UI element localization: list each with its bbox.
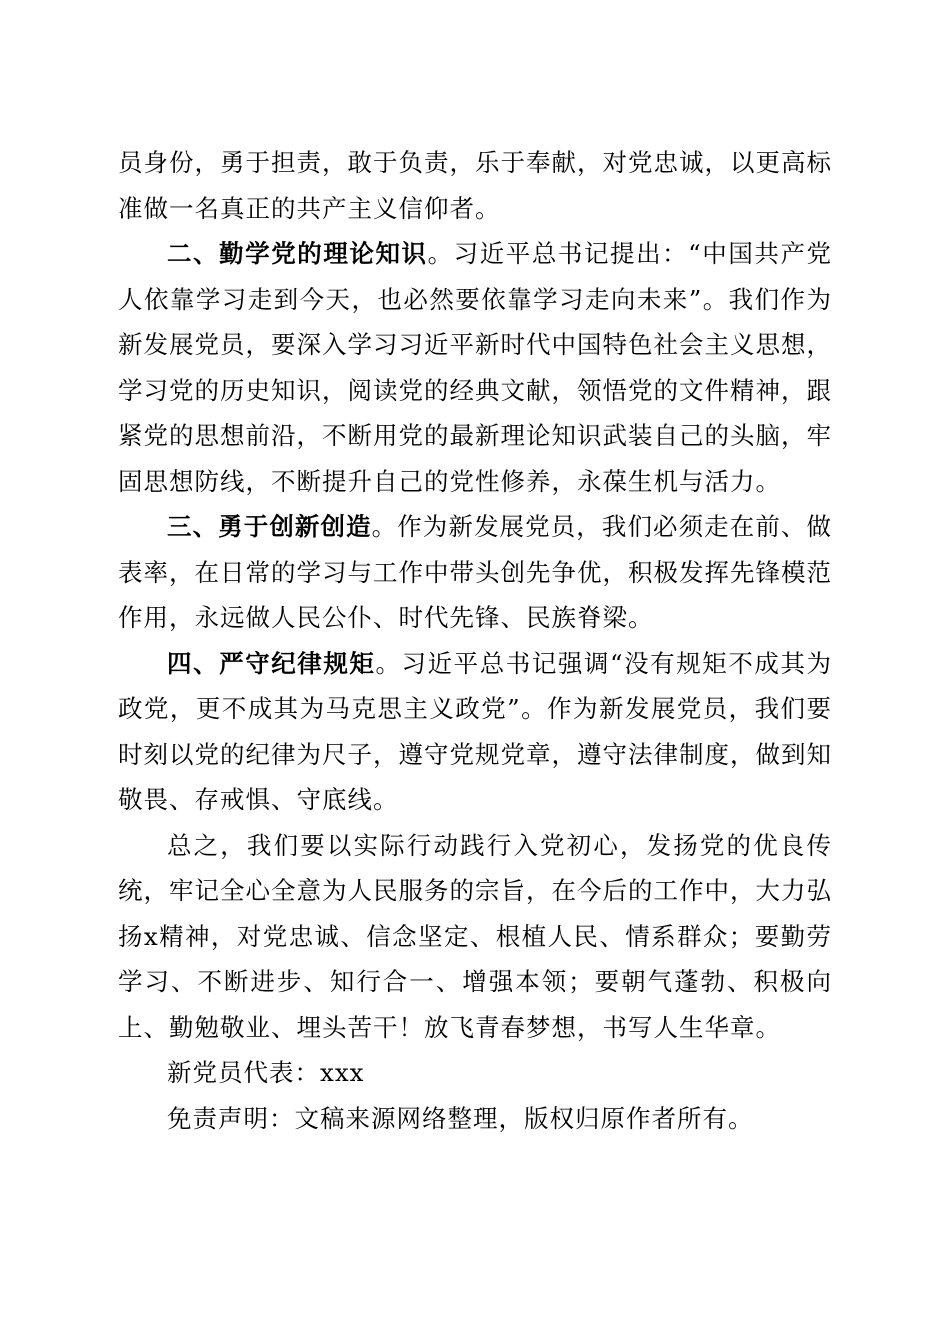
paragraph-text: 。习近平总书记提出：“中国共产党人依靠学习走到今天，也必然要依靠学习走向未来”。我们作为新发展党员，要深入学习习近平新时代中国特色社会主义思想，学习党的历史知识，阅读党的经典文献，领悟党的文件精神，跟紧党的思想前沿，不断用党的最新理论知识武装自己的头脑，牢固思想防线，不断提升自己的党性修养，永葆生机与活力。 <box>118 239 832 496</box>
disclaimer-text: 免责声明：文稿来源网络整理，版权归原作者所有。 <box>167 1103 754 1133</box>
paragraph-study-theory <box>118 231 832 504</box>
paragraph-conclusion <box>118 823 832 1051</box>
document-body <box>118 140 832 1141</box>
disclaimer-line <box>118 1096 832 1142</box>
section-heading-study-theory: 二、勤学党的理论知识 <box>167 239 428 268</box>
paragraph-text: 。作为新发展党员，我们必须走在前、做表率，在日常的学习与工作中带头创先争优，积极发挥先锋模范作用，永远做人民公仆、时代先锋、民族脊梁。 <box>118 512 832 632</box>
paragraph-text: 员身份，勇于担责，敢于负责，乐于奉献，对党忠诚，以更高标准做一名真正的共产主义信仰者。 <box>118 148 832 223</box>
paragraph-innovate <box>118 504 832 641</box>
signature-line <box>118 1050 832 1096</box>
section-heading-discipline: 四、严守纪律规矩 <box>167 648 376 678</box>
section-heading-innovate: 三、勇于创新创造 <box>167 512 372 541</box>
paragraph-text: 。习近平总书记强调“没有规矩不成其为政党，更不成其为马克思主义政党”。作为新发展党员，我们要时刻以党的纪律为尺子，遵守党规党章，遵守法律制度，做到知敬畏、存戒惧、守底线。 <box>118 648 833 814</box>
signature-text: 新党员代表：xxx <box>167 1058 365 1087</box>
paragraph-discipline <box>118 641 832 823</box>
paragraph-text: 总之，我们要以实际行动践行入党初心，发扬党的优良传统，牢记全心全意为人民服务的宗旨，在今后的工作中，大力弘扬x精神，对党忠诚、信念坚定、根植人民、情系群众；要勤劳学习、不断进步、知行合一、增强本领；要朝气蓬勃、积极向上、勤勉敬业、埋头苦干！放飞青春梦想，书写人生华章。 <box>118 830 832 1042</box>
paragraph-continuation <box>118 140 832 231</box>
